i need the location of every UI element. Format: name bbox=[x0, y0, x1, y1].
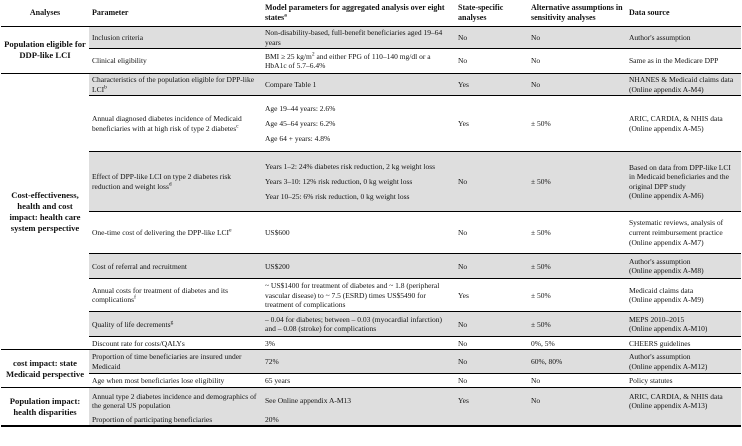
parameter-sup: g bbox=[170, 319, 174, 326]
model-cell: 72% bbox=[262, 350, 455, 374]
alt-cell: ± 50% bbox=[528, 254, 626, 279]
table-row bbox=[1, 74, 741, 96]
model-line: Year 10–25: 6% risk reduction, 0 kg weight loss bbox=[265, 191, 410, 201]
alt-cell: ± 50% bbox=[528, 152, 626, 212]
table-row bbox=[1, 27, 741, 49]
state-cell: No bbox=[455, 374, 528, 388]
parameter-cell: Proportion of time beneficiaries are insured under Medicaid bbox=[89, 350, 262, 374]
source-cell bbox=[626, 96, 741, 152]
header-state-specific: State-specific analyses bbox=[455, 0, 528, 27]
alt-cell: No bbox=[528, 49, 626, 74]
alt-cell: ± 50% bbox=[528, 96, 626, 152]
parameter-text: Quality of life decrements bbox=[92, 319, 171, 329]
model-cell: US$200 bbox=[262, 254, 455, 279]
model-text-continued: and either FPG of 110–140 mg/dl or a HbA1c of 5.7–6.4% bbox=[265, 51, 431, 71]
state-cell: No bbox=[455, 49, 528, 74]
model-line: Years 3–10: 12% risk reduction, 0 kg weight loss bbox=[265, 177, 413, 187]
state-cell: No bbox=[455, 350, 528, 374]
source-text: Author's assumption bbox=[629, 352, 691, 362]
source-text: MEPS 2010–2015 bbox=[629, 314, 685, 324]
parameter-cell: Clinical eligibility bbox=[89, 49, 262, 74]
alt-cell: ± 50% bbox=[528, 279, 626, 312]
source-cell bbox=[626, 312, 741, 337]
model-cell: ~ US$1400 for treatment of diabetes and ~ 1.8 (peripheral vascular disease) to ~ 7.5 (ESRD) times US$5490 for treatment of complications bbox=[262, 279, 455, 312]
header-data-source: Data source bbox=[626, 0, 741, 27]
model-cell bbox=[262, 49, 455, 74]
source-cell: Same as in the Medicare DPP bbox=[626, 49, 741, 74]
section-population-eligible: Population eligible for DDP-like LCI bbox=[1, 27, 89, 74]
model-line: Age 64 + years: 4.8% bbox=[265, 133, 331, 143]
alt-cell: No bbox=[528, 374, 626, 388]
header-parameter: Parameter bbox=[89, 0, 262, 27]
model-cell: Non-disability-based, full-benefit beneficiaries aged 19–64 years bbox=[262, 27, 455, 49]
model-cell: 65 years bbox=[262, 374, 455, 388]
model-cell: Compare Table 1 bbox=[262, 74, 455, 96]
model-cell: US$600 bbox=[262, 212, 455, 254]
source-text: (Online appendix A-M12) bbox=[629, 361, 708, 371]
parameter-text: Annual diagnosed diabetes incidence of Medicaid beneficiaries with at high risk of type 2 diabetes bbox=[92, 114, 242, 133]
header-model-parameters bbox=[262, 0, 455, 27]
source-text: Medicaid claims data bbox=[629, 285, 694, 295]
parameter-cell: Proportion of participating beneficiaries bbox=[89, 414, 262, 427]
parameter-cell: Inclusion criteria bbox=[89, 27, 262, 49]
source-cell: CHEERS guidelines bbox=[626, 337, 741, 350]
parameter-cell: Age when most beneficiaries lose eligibility bbox=[89, 374, 262, 388]
table-row bbox=[1, 254, 741, 279]
state-cell: Yes bbox=[455, 279, 528, 312]
source-cell bbox=[626, 414, 741, 427]
source-text: Author's assumption bbox=[629, 256, 691, 266]
source-text: (Online appendix A-M6) bbox=[629, 191, 704, 201]
table-row bbox=[1, 212, 741, 254]
source-text: ARIC, CARDIA, & NHIS data bbox=[629, 391, 723, 401]
table-row bbox=[1, 414, 741, 427]
state-cell bbox=[455, 414, 528, 427]
source-text: (Online appendix A-M8) bbox=[629, 266, 704, 276]
state-cell: No bbox=[455, 212, 528, 254]
table-row bbox=[1, 388, 741, 414]
header-analyses: Analyses bbox=[1, 0, 89, 27]
parameter-cell bbox=[89, 152, 262, 212]
source-cell: Policy statutes bbox=[626, 374, 741, 388]
section-cost-effectiveness: Cost-effectiveness, health and cost impact: health care system perspective bbox=[1, 74, 89, 350]
table-row bbox=[1, 279, 741, 312]
state-cell: No bbox=[455, 254, 528, 279]
parameter-sup: b bbox=[104, 84, 107, 91]
model-cell: – 0.04 for diabetes; between – 0.03 (myocardial infarction) and – 0.08 (stroke) for complications bbox=[262, 312, 455, 337]
source-text: (Online appendix A-M9) bbox=[629, 295, 704, 305]
model-cell: 3% bbox=[262, 337, 455, 350]
header-row bbox=[1, 0, 741, 27]
parameter-sup: d bbox=[168, 181, 172, 188]
model-text: BMI ≥ 25 kg/m bbox=[265, 51, 312, 61]
parameter-text: One-time cost of delivering the DPP-like LCI bbox=[92, 228, 230, 238]
parameter-sup: f bbox=[134, 294, 136, 301]
header-model-parameters-text: Model parameters for aggregated analysis over eight states bbox=[265, 3, 445, 22]
header-model-parameters-sup: a bbox=[284, 12, 287, 19]
alt-cell bbox=[528, 414, 626, 427]
source-text: Based on data from DPP-like LCI in Medicaid beneficiaries and the original DPP study bbox=[629, 162, 731, 191]
state-cell: Yes bbox=[455, 74, 528, 96]
parameter-cell bbox=[89, 312, 262, 337]
source-text: (Online appendix A-M13) bbox=[629, 401, 708, 411]
table-row bbox=[1, 96, 741, 152]
parameter-text: Characteristics of the population eligible for DPP-like LCI bbox=[92, 75, 255, 94]
source-cell bbox=[626, 279, 741, 312]
alt-cell: 60%, 80% bbox=[528, 350, 626, 374]
alt-cell: 0%, 5% bbox=[528, 337, 626, 350]
source-cell bbox=[626, 152, 741, 212]
parameters-table bbox=[1, 0, 741, 427]
table-row bbox=[1, 312, 741, 337]
parameter-text: Effect of DPP-like LCI on type 2 diabetes risk reduction and weight loss bbox=[92, 172, 231, 191]
model-cell bbox=[262, 152, 455, 212]
header-alternative-assumptions: Alternative assumptions in sensitivity analyses bbox=[528, 0, 626, 27]
table-row bbox=[1, 337, 741, 350]
section-medicaid-perspective: cost impact: state Medicaid perspective bbox=[1, 350, 89, 388]
model-cell: 20% bbox=[262, 414, 455, 427]
state-cell: No bbox=[455, 27, 528, 49]
state-cell: Yes bbox=[455, 96, 528, 152]
alt-cell: No bbox=[528, 388, 626, 414]
state-cell: No bbox=[455, 337, 528, 350]
model-cell bbox=[262, 96, 455, 152]
source-cell bbox=[626, 350, 741, 374]
state-cell: No bbox=[455, 312, 528, 337]
model-sup: 2 bbox=[311, 51, 315, 58]
model-line: Age 45–64 years: 6.2% bbox=[265, 119, 336, 129]
alt-cell: ± 50% bbox=[528, 312, 626, 337]
source-cell: NHANES & Medicaid claims data (Online appendix A-M4) bbox=[626, 74, 741, 96]
parameter-sup: e bbox=[229, 227, 232, 234]
alt-cell: ± 50% bbox=[528, 212, 626, 254]
model-line: Age 19–44 years: 2.6% bbox=[265, 104, 336, 114]
source-text: (Online appendix A-M5) bbox=[629, 123, 704, 133]
parameter-cell: Cost of referral and recruitment bbox=[89, 254, 262, 279]
parameter-cell bbox=[89, 212, 262, 254]
state-cell: Yes bbox=[455, 388, 528, 414]
parameter-text: Annual costs for treatment of diabetes and its complications bbox=[92, 285, 229, 305]
table-row bbox=[1, 374, 741, 388]
section-health-disparities: Population impact: health disparities bbox=[1, 388, 89, 427]
source-cell: Author's assumption bbox=[626, 27, 741, 49]
parameter-cell: Discount rate for costs/QALYs bbox=[89, 337, 262, 350]
parameter-cell bbox=[89, 74, 262, 96]
source-cell bbox=[626, 254, 741, 279]
source-text: ARIC, CARDIA, & NHIS data bbox=[629, 114, 723, 124]
table-row bbox=[1, 350, 741, 374]
source-cell bbox=[626, 388, 741, 414]
source-text: (Online appendix A-M10) bbox=[629, 324, 708, 334]
parameter-cell bbox=[89, 96, 262, 152]
state-cell: No bbox=[455, 152, 528, 212]
table-row bbox=[1, 152, 741, 212]
parameter-cell: Annual type 2 diabetes incidence and demographics of the general US population bbox=[89, 388, 262, 414]
model-cell: See Online appendix A-M13 bbox=[262, 388, 455, 414]
parameter-sup: c bbox=[236, 123, 239, 130]
alt-cell: No bbox=[528, 74, 626, 96]
model-line: Years 1–2: 24% diabetes risk reduction, 2 kg weight loss bbox=[265, 162, 436, 172]
alt-cell: No bbox=[528, 27, 626, 49]
table-row bbox=[1, 49, 741, 74]
parameter-cell bbox=[89, 279, 262, 312]
source-cell: Systematic reviews, analysis of current reimbursement practice (Online appendix A-M7) bbox=[626, 212, 741, 254]
